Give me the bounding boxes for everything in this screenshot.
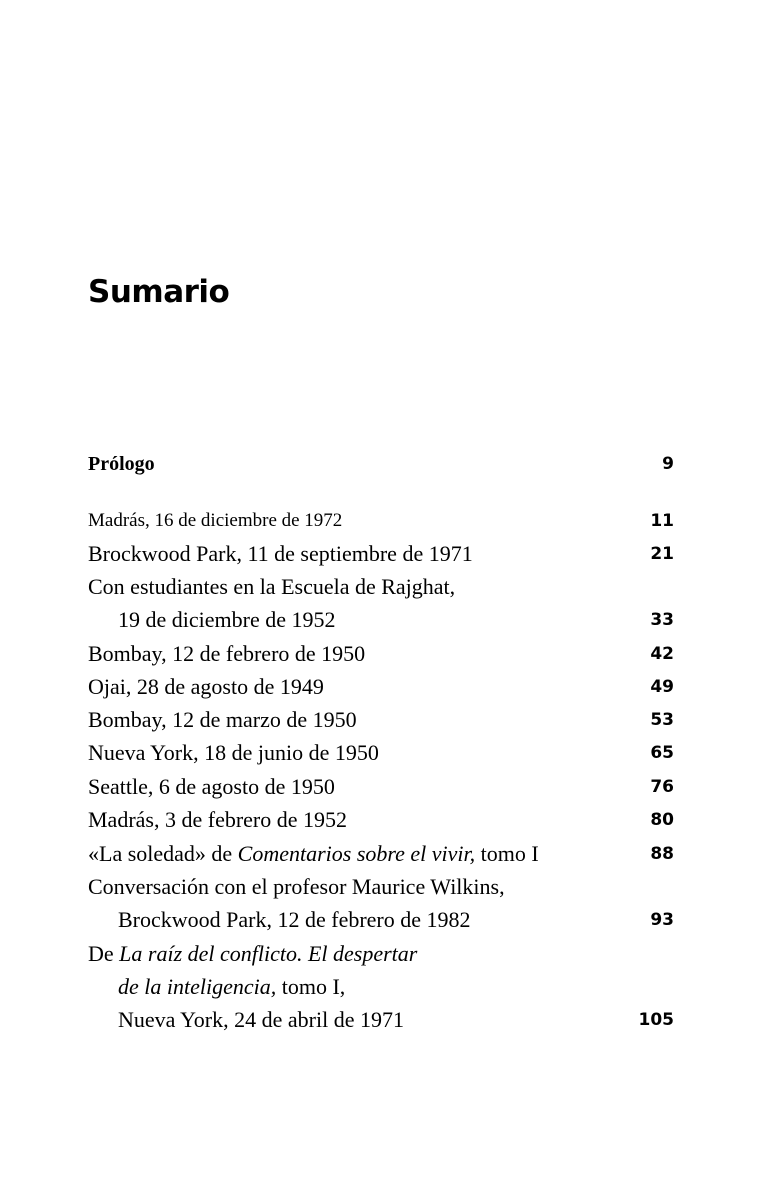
toc-entry-text: Brockwood Park, 11 de septiembre de 1971 bbox=[88, 541, 473, 566]
toc-entry bbox=[88, 537, 674, 571]
toc-entry bbox=[88, 837, 674, 871]
toc-entry-continuation bbox=[88, 1003, 674, 1037]
toc-entry-text: Con estudiantes en la Escuela de Rajghat, bbox=[88, 574, 456, 599]
toc-page-number: 80 bbox=[650, 810, 674, 830]
toc-entry-text: Nueva York, 18 de junio de 1950 bbox=[88, 740, 379, 765]
toc-entry-text: Ojai, 28 de agosto de 1949 bbox=[88, 674, 324, 699]
toc-entry bbox=[88, 703, 674, 737]
toc-entry-text: Madrás, 16 de diciembre de 1972 bbox=[88, 510, 343, 531]
toc-entry-text: de la inteligencia, tomo I, bbox=[118, 974, 346, 999]
toc-entry-text: Madrás, 3 de febrero de 1952 bbox=[88, 807, 348, 832]
toc-page-number: 93 bbox=[650, 910, 674, 930]
toc-page-number: 11 bbox=[650, 511, 674, 531]
toc-page-number: 33 bbox=[650, 610, 674, 630]
toc-page-number: 65 bbox=[650, 743, 674, 763]
toc-entry bbox=[88, 870, 674, 904]
toc-entry-text: Seattle, 6 de agosto de 1950 bbox=[88, 774, 335, 799]
toc-entry-text: Brockwood Park, 12 de febrero de 1982 bbox=[118, 907, 471, 932]
toc-page-number: 53 bbox=[650, 710, 674, 730]
toc-entry bbox=[88, 770, 674, 804]
toc-page-number: 49 bbox=[650, 677, 674, 697]
toc-entry-continuation bbox=[88, 970, 674, 1004]
toc-page-number: 9 bbox=[662, 454, 674, 474]
toc-entry-text: Prólogo bbox=[88, 453, 155, 475]
toc-entry bbox=[88, 570, 674, 604]
toc-entry-text: De La raíz del conflicto. El despertar bbox=[88, 941, 418, 966]
toc-entry-continuation bbox=[88, 903, 674, 937]
toc-page-number: 76 bbox=[650, 777, 674, 797]
toc-entry-continuation bbox=[88, 603, 674, 637]
toc-entry-text: Bombay, 12 de marzo de 1950 bbox=[88, 707, 357, 732]
page-title: Sumario bbox=[88, 274, 230, 310]
toc-entry bbox=[88, 736, 674, 770]
toc-entry-text: Nueva York, 24 de abril de 1971 bbox=[118, 1007, 404, 1032]
toc-page-number: 21 bbox=[650, 544, 674, 564]
toc-entry bbox=[88, 937, 674, 971]
toc-entry bbox=[88, 504, 674, 538]
toc-entry-text: «La soledad» de Comentarios sobre el vivir, tomo I bbox=[88, 841, 539, 866]
toc-entry bbox=[88, 637, 674, 671]
toc-entry-text: 19 de diciembre de 1952 bbox=[118, 607, 336, 632]
toc-entry bbox=[88, 803, 674, 837]
toc-page-number: 105 bbox=[638, 1010, 674, 1030]
toc-page-number: 88 bbox=[650, 844, 674, 864]
toc-entry-prologo bbox=[88, 447, 674, 481]
toc-entry-text: Bombay, 12 de febrero de 1950 bbox=[88, 641, 366, 666]
toc-entry-text: Conversación con el profesor Maurice Wilkins, bbox=[88, 874, 505, 899]
toc-entry bbox=[88, 670, 674, 704]
toc-page-number: 42 bbox=[650, 644, 674, 664]
